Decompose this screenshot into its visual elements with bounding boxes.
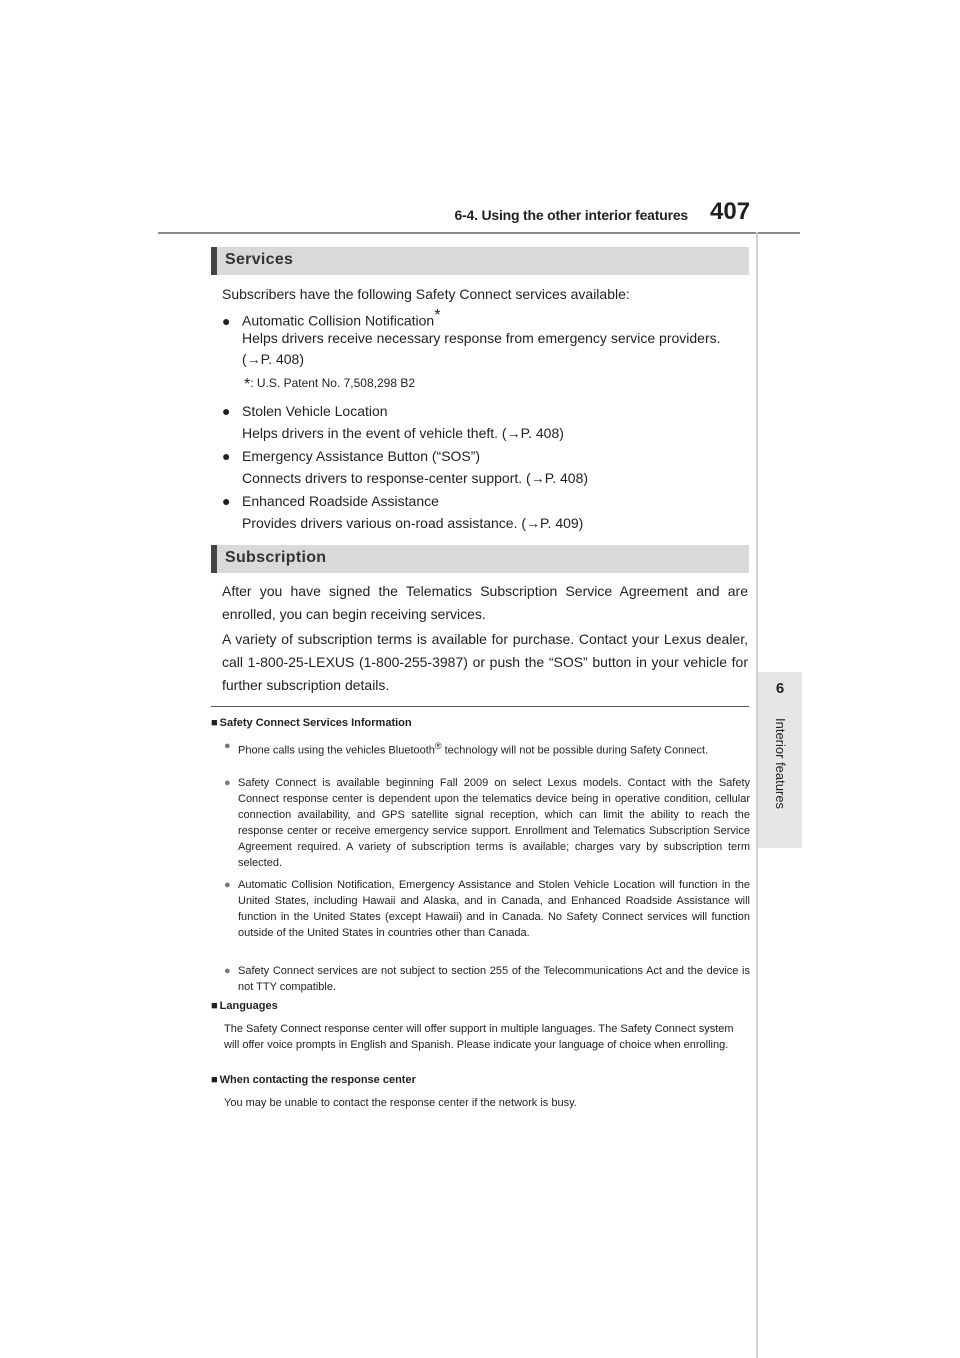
chapter-label: Interior features [773,718,788,810]
note-item: ● Phone calls using the vehicles Bluetooth® technology will not be possible during Safety Connect. [224,740,709,757]
bullet-icon: ● [224,777,231,789]
square-bullet-icon: ■ [211,1000,218,1012]
service-desc: Helps drivers receive necessary response from emergency service providers. [242,330,721,346]
service-item-sos [222,445,480,467]
service-desc: Provides drivers various on-road assistance. (→P. 409) [242,515,584,531]
service-title: Emergency Assistance Button (“SOS”) [242,448,481,464]
subscription-paragraph: After you have signed the Telematics Subscription Service Agreement and are enrolled, you can begin receiving services. [222,583,748,622]
footnote-mark: * [244,376,251,393]
subscription-heading-bar [211,545,749,573]
notes-divider [211,706,749,707]
bullet-icon: ● [222,448,231,464]
note-heading: ■ When contacting the response center [211,1074,416,1086]
footnote-text: : U.S. Patent No. 7,508,298 B2 [250,376,416,390]
bullet-icon: ● [222,312,231,329]
bullet-icon: ● [224,740,231,752]
page-section-title: 6-4. Using the other interior features [454,207,688,223]
square-bullet-icon: ■ [211,1074,218,1086]
square-bullet-icon: ■ [211,717,218,729]
subscription-heading: Subscription [225,549,327,566]
page-reference: (→P. 408) [242,351,304,367]
bullet-icon: ● [222,403,231,419]
bullet-icon: ● [224,965,231,977]
service-desc: Helps drivers in the event of vehicle theft. (→P. 408) [242,425,564,441]
chapter-number: 6 [775,680,785,697]
note-item: ● Safety Connect is available beginning Fall 2009 on select Lexus models. Contact with the Safety Connect response center is dependent upon the telematics device being in operative condition, cellular connection availability, and GPS satellite signal reception, which can limit the ability to reach the response center or receive emergency service support. Enrollment and Telematics Subscription Service Agreement required. A variety of subscription terms is available; charges vary by subscription term selected. [224,777,750,869]
patent-footnote [244,376,415,394]
bullet-icon: ● [222,493,231,509]
note-item: ● Automatic Collision Notification, Emergency Assistance and Stolen Vehicle Location will function in the United States, including Hawaii and Alaska, and in Canada, and Enhanced Roadside Assistance will function in the United States (except Hawaii) and in Canada. No Safety Connect services will function outside of the United States in countries other than Canada. [224,879,750,939]
service-item-svl [222,400,388,422]
services-heading: Services [225,251,294,268]
page-number: 407 [710,198,751,225]
note-item: ● Safety Connect services are not subject to section 255 of the Telecommunications Act and the device is not TTY compatible. [224,965,750,993]
service-title: Automatic Collision Notification [242,312,435,329]
service-item-roadside [222,490,439,512]
note-text: The Safety Connect response center will offer support in multiple languages. The Safety Connect system will offer voice prompts in English and Spanish. Please indicate your language of choice when enrolling. [224,1023,734,1051]
services-intro: Subscribers have the following Safety Connect services available: [222,286,630,302]
service-desc: Connects drivers to response-center support. (→P. 408) [242,470,589,486]
footnote-mark: * [434,307,441,324]
services-heading-bar [211,247,749,275]
note-text: You may be unable to contact the response center if the network is busy. [224,1097,577,1109]
note-heading: ■ Safety Connect Services Information [211,717,412,729]
bullet-icon: ● [224,879,231,891]
header-divider [158,232,800,234]
service-title: Stolen Vehicle Location [242,403,388,419]
subscription-paragraph: A variety of subscription terms is available for purchase. Contact your Lexus dealer, call 1-800-25-LEXUS (1-800-255-3987) or push the “SOS” button in your vehicle for further subscription details. [222,631,748,693]
note-heading: ■ Languages [211,1000,278,1012]
service-title: Enhanced Roadside Assistance [242,493,439,509]
